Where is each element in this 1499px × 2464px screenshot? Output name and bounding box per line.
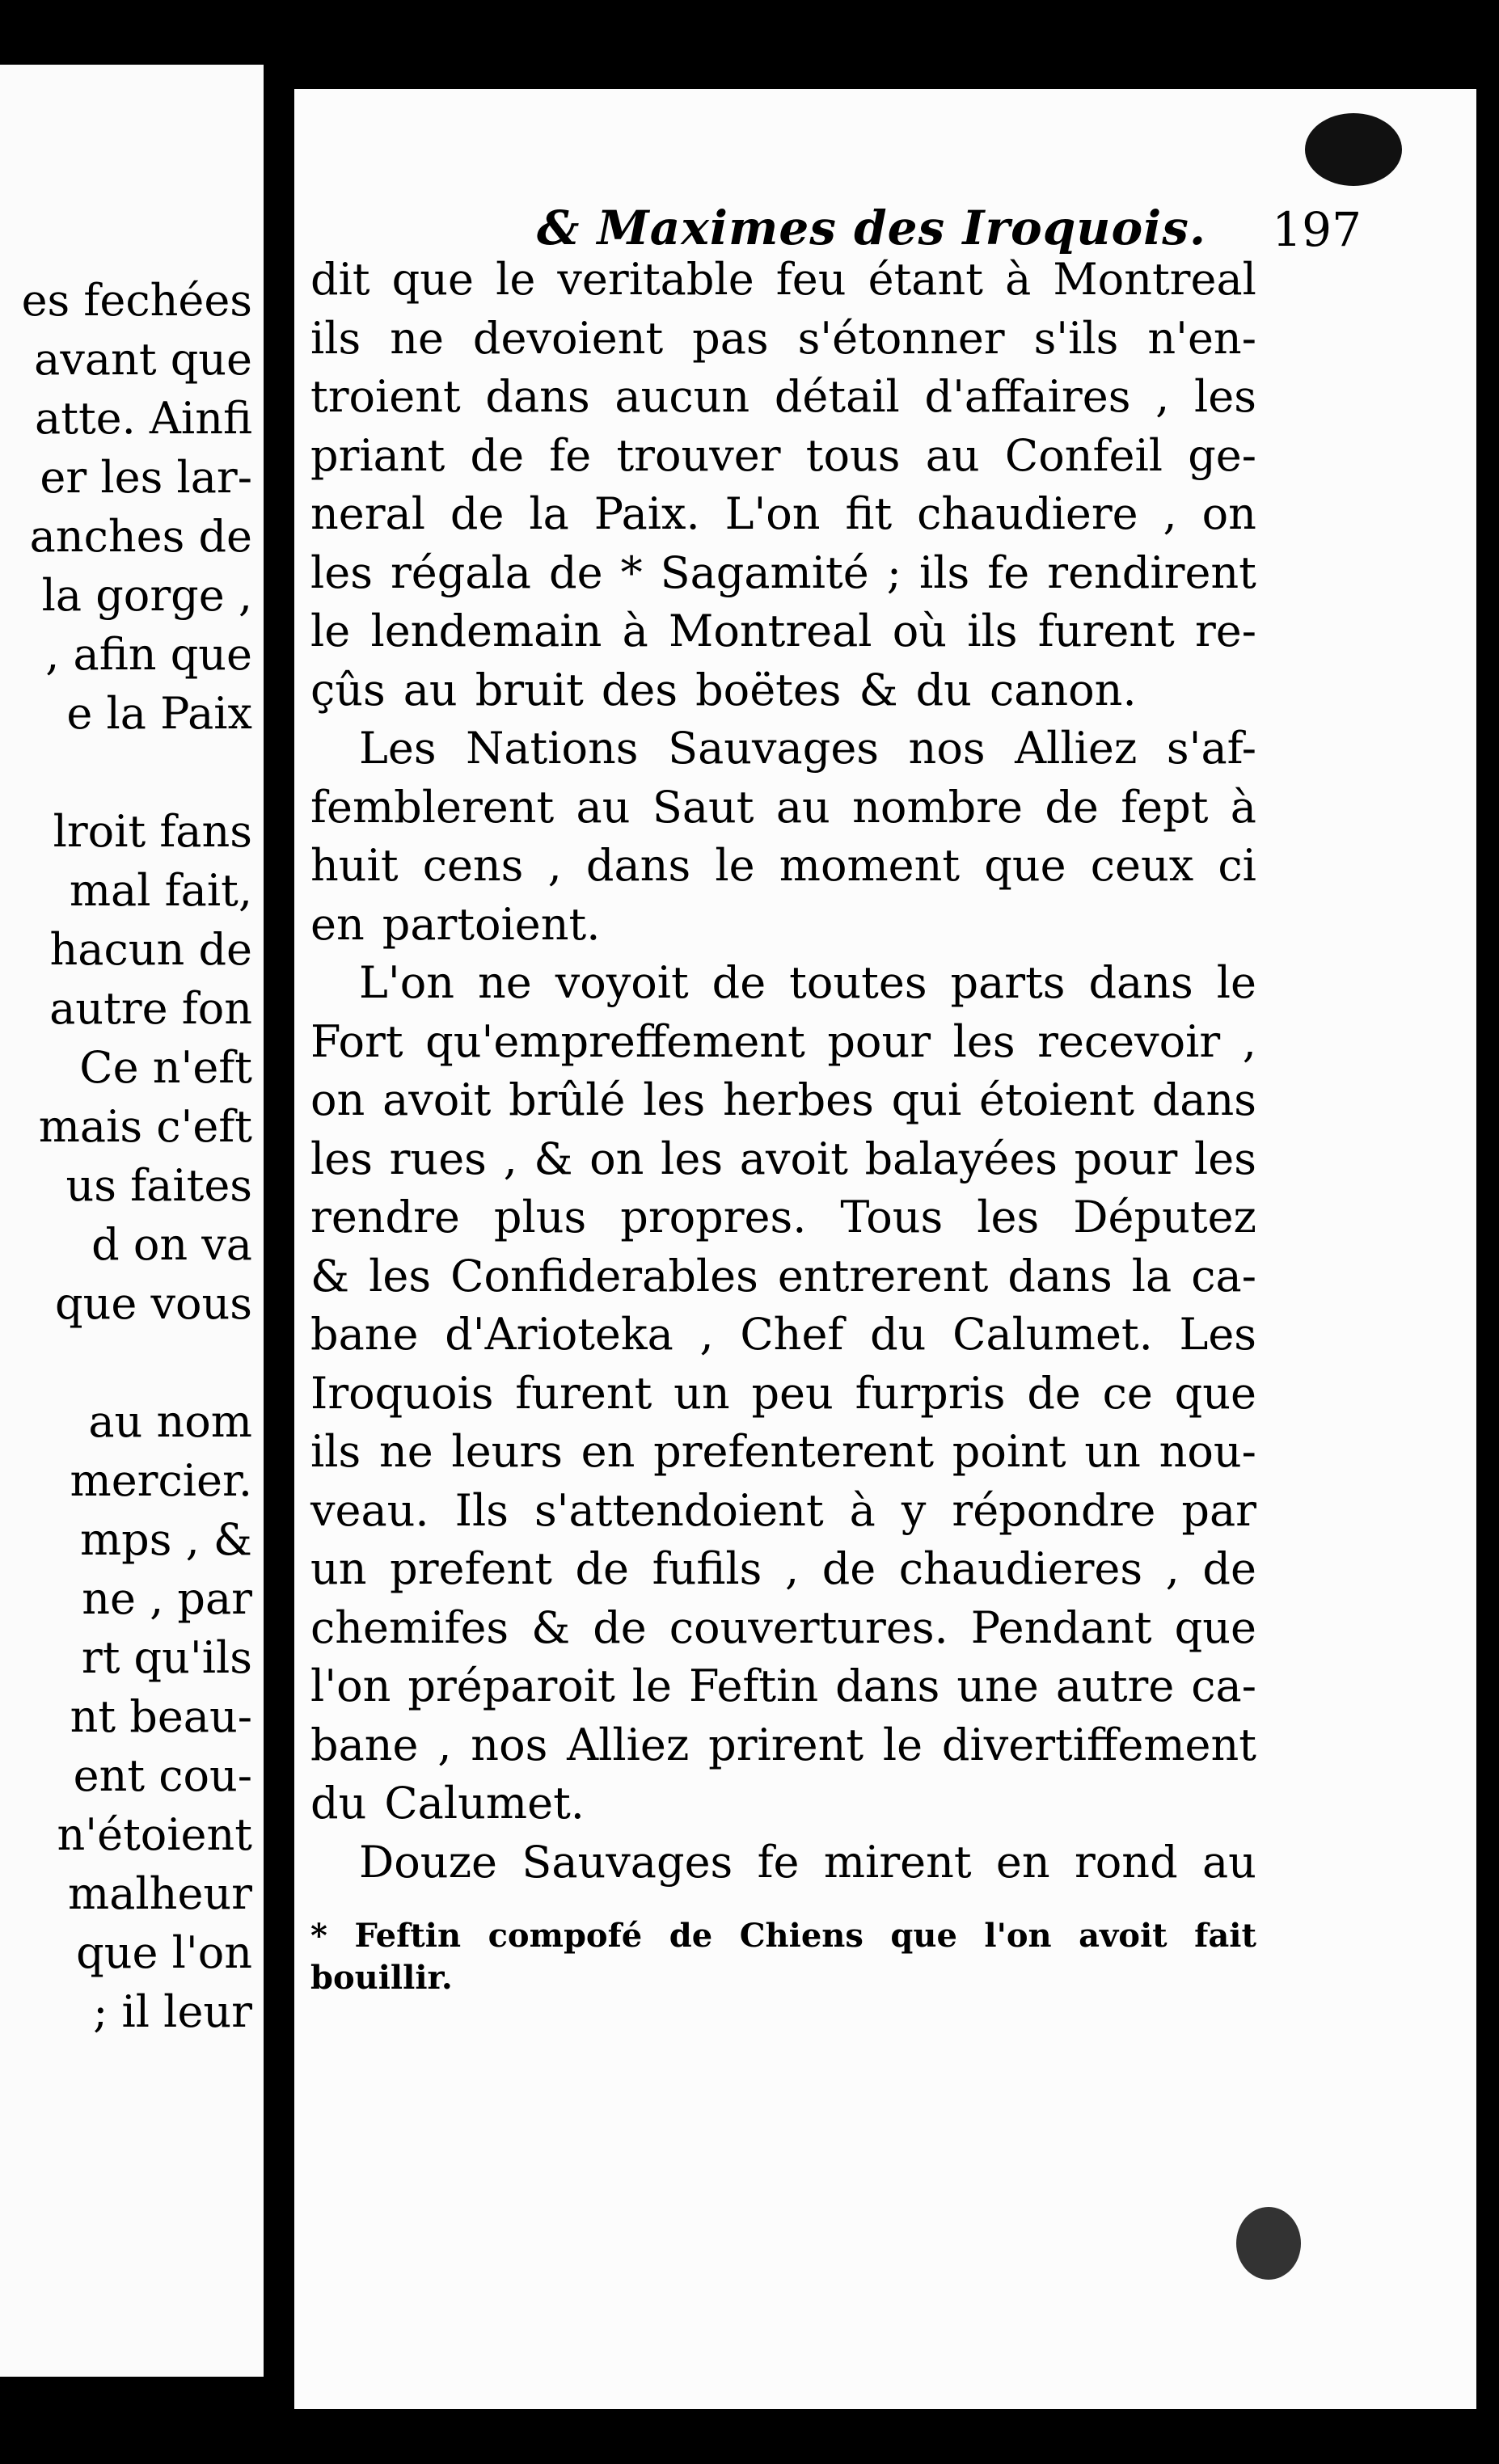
left-page-line: mal fait,: [69, 865, 252, 916]
left-page-line: avant que: [34, 334, 252, 385]
left-page-line: d on va: [91, 1219, 252, 1270]
left-page-line: e la Paix: [66, 688, 252, 739]
text-line: du Calumet.: [310, 1778, 585, 1829]
left-page-line: ent cou-: [73, 1750, 252, 1801]
left-page-line: malheur: [68, 1868, 252, 1919]
main-page: [294, 89, 1476, 2409]
book-gutter: [264, 0, 294, 2464]
ink-stain: [1236, 2207, 1301, 2280]
left-page-line: rt qu'ils: [81, 1632, 252, 1683]
left-page-line: Ce n'eft: [79, 1042, 252, 1093]
page-number: 197: [1272, 202, 1362, 257]
text-line: dit que le veritable feu étant à Montreal: [310, 254, 1256, 305]
text-line: un prefent de fufils , de chaudieres , de: [310, 1543, 1256, 1594]
left-page-line: mps , &: [79, 1514, 252, 1565]
text-line: femblerent au Saut au nombre de fept à: [310, 781, 1256, 833]
left-page-line: n'étoient: [57, 1809, 252, 1860]
left-page-line: hacun de: [49, 924, 252, 975]
left-page-line: ; il leur: [93, 1986, 252, 2037]
text-line: on avoit brûlé les herbes qui étoient dans: [310, 1074, 1256, 1125]
text-line: rendre plus propres. Tous les Députez: [310, 1192, 1256, 1243]
text-line: les rues , & on les avoit balayées pour les: [310, 1133, 1256, 1184]
text-line: & les Confiderables entrerent dans la ca-: [310, 1250, 1256, 1302]
text-line: Les Nations Sauvages nos Alliez s'af-: [359, 723, 1256, 774]
left-page-line: ne , par: [82, 1573, 252, 1624]
text-line: chemifes & de couvertures. Pendant que: [310, 1601, 1256, 1653]
left-page-line: us faites: [65, 1160, 252, 1211]
text-line: l'on préparoit le Feftin dans une autre ca-: [310, 1660, 1256, 1711]
text-line: Douze Sauvages fe mirent en rond au: [359, 1836, 1256, 1888]
left-page-line: er les lar-: [40, 452, 252, 503]
left-page-line: lroit fans: [53, 806, 252, 857]
text-line: ils ne devoient pas s'étonner s'ils n'en-: [310, 312, 1256, 364]
text-line: bane d'Arioteka , Chef du Calumet. Les: [310, 1309, 1256, 1360]
footnote-line: bouillir.: [310, 1959, 453, 1997]
left-page-line: anches de: [29, 511, 252, 562]
text-line: en partoient.: [310, 898, 601, 950]
text-line: priant de fe trouver tous au Confeil ge-: [310, 429, 1256, 481]
left-page-line: , afin que: [45, 629, 252, 680]
text-line: les régala de * Sagamité ; ils fe rendirent: [310, 546, 1256, 598]
left-page-line: atte. Ainfi: [35, 393, 252, 444]
page-header: [424, 194, 1362, 259]
left-page-line: mercier.: [70, 1455, 252, 1506]
text-line: huit cens , dans le moment que ceux ci: [310, 840, 1256, 891]
left-page-line: au nom: [88, 1396, 252, 1447]
ink-stain: [1305, 113, 1402, 186]
text-line: troient dans aucun détail d'affaires , les: [310, 371, 1256, 422]
text-line: ils ne leurs en prefenterent point un nou-: [310, 1426, 1256, 1477]
text-line: veau. Ils s'attendoient à y répondre par: [310, 1484, 1256, 1536]
text-line: Fort qu'empreffement pour les recevoir ,: [310, 1015, 1256, 1067]
text-line: L'on ne voyoit de toutes parts dans le: [359, 957, 1256, 1008]
text-line: bane , nos Alliez prirent le divertiffement: [310, 1719, 1256, 1770]
footnote-line: * Feftin compofé de Chiens que l'on avoit fait: [310, 1917, 1256, 1955]
left-page-line: mais c'eft: [38, 1101, 252, 1152]
left-page-line: que l'on: [76, 1927, 252, 1978]
text-line: neral de la Paix. L'on fit chaudiere , on: [310, 488, 1256, 539]
left-page-line: que vous: [55, 1278, 252, 1329]
text-line: le lendemain à Montreal où ils furent re-: [310, 605, 1256, 656]
left-page-line: autre fon: [49, 983, 252, 1034]
left-page-line: nt beau-: [70, 1691, 252, 1742]
left-page-fragment: [0, 65, 264, 2377]
text-line: Iroquois furent un peu furpris de ce que: [310, 1367, 1256, 1419]
left-page-line: la gorge ,: [41, 570, 252, 621]
left-page-line: es fechées: [21, 275, 252, 326]
text-line: çûs au bruit des boëtes & du canon.: [310, 664, 1137, 715]
running-title: & Maximes des Iroquois.: [537, 200, 1207, 255]
